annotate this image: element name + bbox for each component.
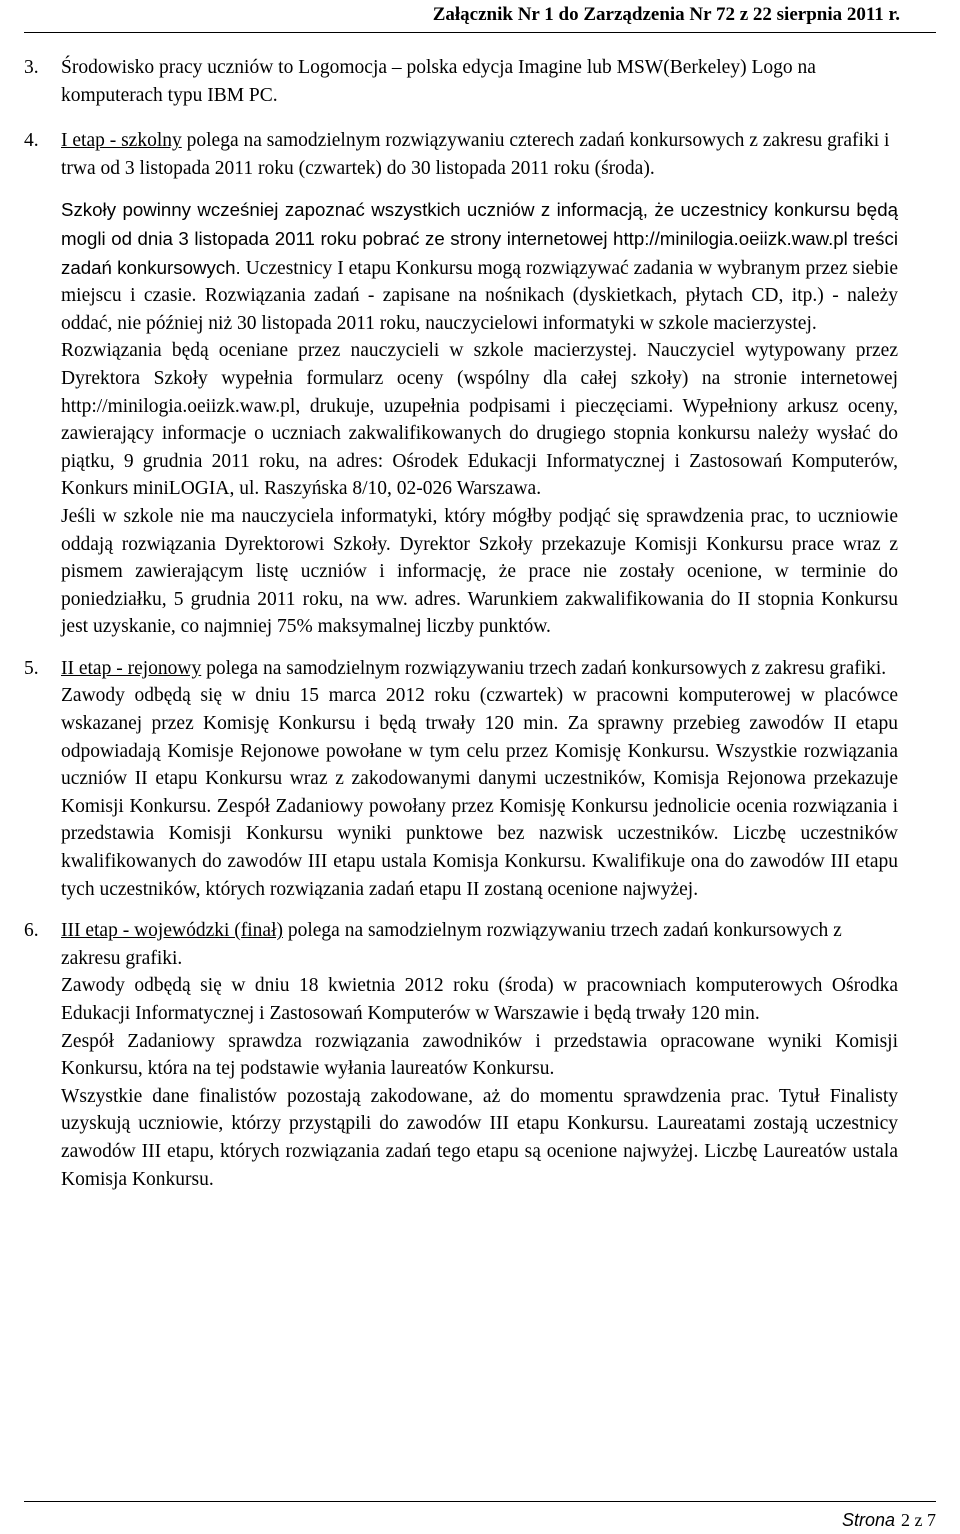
item-lead <box>61 127 898 182</box>
document-body <box>0 54 960 1193</box>
page-header <box>0 2 960 28</box>
paragraph-laureates: Wszystkie dane finalistów pozostają zakodowane, aż do momentu sprawdzenia prac. Tytuł Finalisty uzyskują uczniowie, którzy przystąpili do zawodów III etapu Konkursu. Laureatami zostają uczestnicy zawodów III etapu, których rozwiązania zadań tego etapu są ocenione najwyżej. Liczbę Laureatów ustala Komisja Konkursu. <box>61 1085 898 1190</box>
item-lead-text: polega na samodzielnym rozwiązywaniu czterech zadań konkursowych z zakresu grafiki i trwa od 3 listopada 2011 roku (czwartek) do 30 listopada 2011 roku (środa). <box>61 130 890 179</box>
item-number: 6. <box>24 920 39 942</box>
item-lead <box>61 917 898 972</box>
paragraph-final-date: Zawody odbędą się w dniu 18 kwietnia 2012 roku (środa) w pracowniach komputerowych Ośrodka Edukacji Informatycznej i Zastosowań Komputerów w Warszawie i będą trwały 120 min. <box>61 975 898 1024</box>
page-number: 2 z 7 <box>901 1510 936 1530</box>
item-number: 5. <box>24 657 39 679</box>
item-number: 3. <box>24 57 39 78</box>
paragraph-team: Zespół Zadaniowy sprawdza rozwiązania zawodników i przedstawia opracowane wyniki Komisji Konkursu, która na tej podstawie wyłania laureatów Konkursu. <box>61 1030 898 1080</box>
header-divider <box>24 32 936 33</box>
paragraph-submission: Uczestnicy I etapu Konkursu mogą rozwiązywać zadania w wybranym przez siebie miejscu i czasie. Rozwiązania zadań - zapisane na nośnikach (dyskietkach, płytach CD, itp.) - należy oddać, nie później niż 30 listopada 2011 roku, nauczycielowi informatyki w szkole macierzystej. <box>61 257 898 334</box>
list-item-5 <box>0 655 960 903</box>
stage-heading: III etap - wojewódzki (finał) <box>61 920 283 942</box>
footer-label: Strona <box>841 1510 895 1530</box>
header-title: Załącznik Nr 1 do Zarządzenia Nr 72 z 22 sierpnia 2011 r. <box>432 4 900 25</box>
item-lead-text: polega na samodzielnym rozwiązywaniu trzech zadań konkursowych z zakresu grafiki. <box>201 657 887 679</box>
item-number: 4. <box>24 130 39 152</box>
paragraph-evaluation: Rozwiązania będą oceniane przez nauczycieli w szkole macierzystej. Nauczyciel wytypowany przez Dyrektora Szkoły wypełnia formularz oceny (wspólny dla całej szkoły) na stronie internetowej http://minilogia.oeiizk.waw.pl, drukuje, uzupełnia podpisami i pieczęciami. Wypełniony arkusz oceny, zawierający informacje o uczniach zakwalifikowanych do drugiego stopnia konkursu należy wysłać do piątku, 9 grudnia 2011 roku, na adres: Ośrodek Edukacji Informatycznej i Zastosowań Komputerów, Konkurs miniLOGIA, ul. Raszyńska 8/10, 02-026 Warszawa. <box>61 340 898 500</box>
item-lead <box>61 655 898 683</box>
page-footer <box>842 1510 936 1531</box>
stage-heading: I etap - szkolny <box>61 130 182 152</box>
list-item-4 <box>0 127 960 641</box>
item-text: Środowisko pracy uczniów to Logomocja – polska edycja Imagine lub MSW(Berkeley) Logo na komputerach typu IBM PC. <box>61 57 816 106</box>
paragraph-no-teacher: Jeśli w szkole nie ma nauczyciela informatyki, który mógłby podjąć się sprawdzenia prac, to uczniowie oddają rozwiązania Dyrektorowi Szkoły. Dyrektor Szkoły przekazuje Komisji Konkursu prace wraz z pismem zawierającym listę uczniów i informację, że prace nie zostały ocenione, w terminie do poniedziałku, 5 grudnia 2011 roku, na ww. adres. Warunkiem zakwalifikowania do II stopnia Konkursu jest uzyskanie, co najmniej 75% maksymalnej liczby punktów. <box>61 505 898 638</box>
item-lead-text: polega na samodzielnym rozwiązywaniu trzech zadań konkursowych z zakresu grafiki. <box>61 920 842 969</box>
footer-divider <box>24 1501 936 1502</box>
paragraph-schools: Szkoły powinny wcześniej zapoznać wszystkich uczniów z informacją, że uczestnicy konkursu będą mogli od dnia 3 listopada 2011 roku pobrać ze strony internetowej http://minilogia.oeiizk.waw.pl treści zadań konkursowych. <box>61 199 898 278</box>
stage-heading: II etap - rejonowy <box>61 657 202 679</box>
list-item-3 <box>0 54 960 109</box>
paragraph-stage-two: Zawody odbędą się w dniu 15 marca 2012 roku (czwartek) w pracowni komputerowej w placówce wskazanej przez Komisję Konkursu i będą trwały 120 min. Za sprawny przebieg zawodów II etapu odpowiadają Komisje Rejonowe powołane w tym celu przez Komisję Konkursu. Wszystkie rozwiązania uczniów II etapu Konkursu wraz z zakodowanymi danymi uczestników, Komisja Rejonowa przekazuje Komisji Konkursu. Zespół Zadaniowy powołany przez Komisję Konkursu jednolicie ocenia rozwiązania i przedstawia Komisji Konkursu wyniki punktowe bez nazwisk uczestników. Liczbę uczestników kwalifikowanych do zawodów III etapu ustala Komisja Konkursu. Kwalifikuje ona do zawodów III etapu tych uczestników, których rozwiązania zadań etapu II zostaną ocenione najwyżej. <box>61 685 898 900</box>
list-item-6 <box>0 917 960 1193</box>
item-paragraph <box>61 196 898 337</box>
